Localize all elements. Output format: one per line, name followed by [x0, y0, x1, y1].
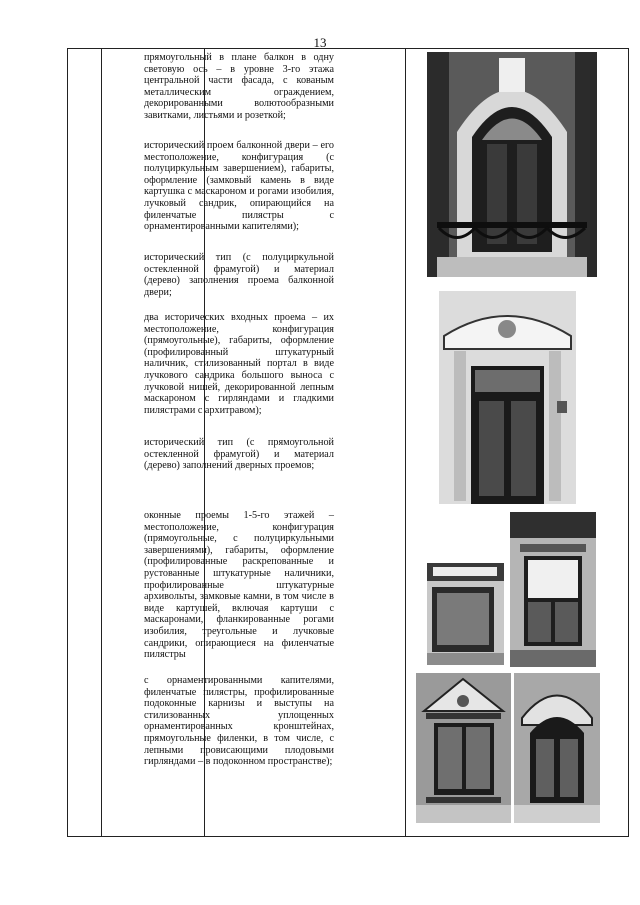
- paragraph-entrances: два исторических входных проема – их местоположение, конфигурация (прямоугольные), габариты, оформление (профилированный штукатурный наличник, стилизованный портал в виде лучкового сандрика большого выноса с лучковой нишей, декорированной лепным маскароном с гирляндами и гладкими пилястрами с архитравом);: [144, 312, 334, 416]
- paragraph-balcony-door-fill: исторический тип (с полуциркульной остекленной фрамугой) и материал (дерево) заполнения проема балконной двери;: [144, 252, 334, 298]
- window-arched-photo: [514, 673, 600, 823]
- shop-window-photo: [427, 563, 504, 665]
- column-divider-1: [101, 49, 102, 836]
- page-number: 13: [313, 35, 327, 50]
- paragraph-windows: оконные проемы 1-5-го этажей – местоположение, конфигурация (прямоугольные, с полуциркульными завершениями), габариты, оформление (профилированные раскрепованные и рустованные штукатурные наличники, профилированные штукатурные архивольты, замковые камни, в том числе в виде картушей, включая картуши с маскаронами, фланкированные рогами изобилия, треугольные и лучковые сандрики, опирающиеся на филенчатые пилястры: [144, 510, 334, 661]
- window-triangular-pediment-photo: [416, 673, 511, 823]
- window-rectangular-photo: [510, 512, 596, 667]
- column-divider-3: [405, 49, 406, 836]
- entrance-portal-photo: [439, 291, 576, 504]
- paragraph-entrance-fill: исторический тип (с прямоугольной остекленной фрамугой) и материал (дерево) заполнений дверных проемов;: [144, 437, 334, 472]
- paragraph-balcony-door: исторический проем балконной двери – его местоположение, конфигурация (с полуциркульным завершением), габариты, оформление (замковый камень в виде картушка с маскароном и рогами изобилия, лучковый сандрик, опирающийся на филенчатые пилястры с орнаментированными капителями);: [144, 140, 334, 233]
- paragraph-balcony: прямоугольный в плане балкон в одну световую ось – в уровне 3-го этажа центральной части фасада, с кованым металлическим ограждением, декорированными волютообразными завитками, листьями и розеткой;: [144, 52, 334, 121]
- paragraph-windows-continued: с орнаментированными капителями, филенчатые пилястры, профилированные подоконные карнизы и выступы на стилизованных уплощенных орнаментированных кронштейнах, прямоугольные филенки, в том числе, с лепными провисающими плодовыми гирляндами – в подоконном пространстве);: [144, 675, 334, 768]
- balcony-door-photo: [427, 52, 597, 277]
